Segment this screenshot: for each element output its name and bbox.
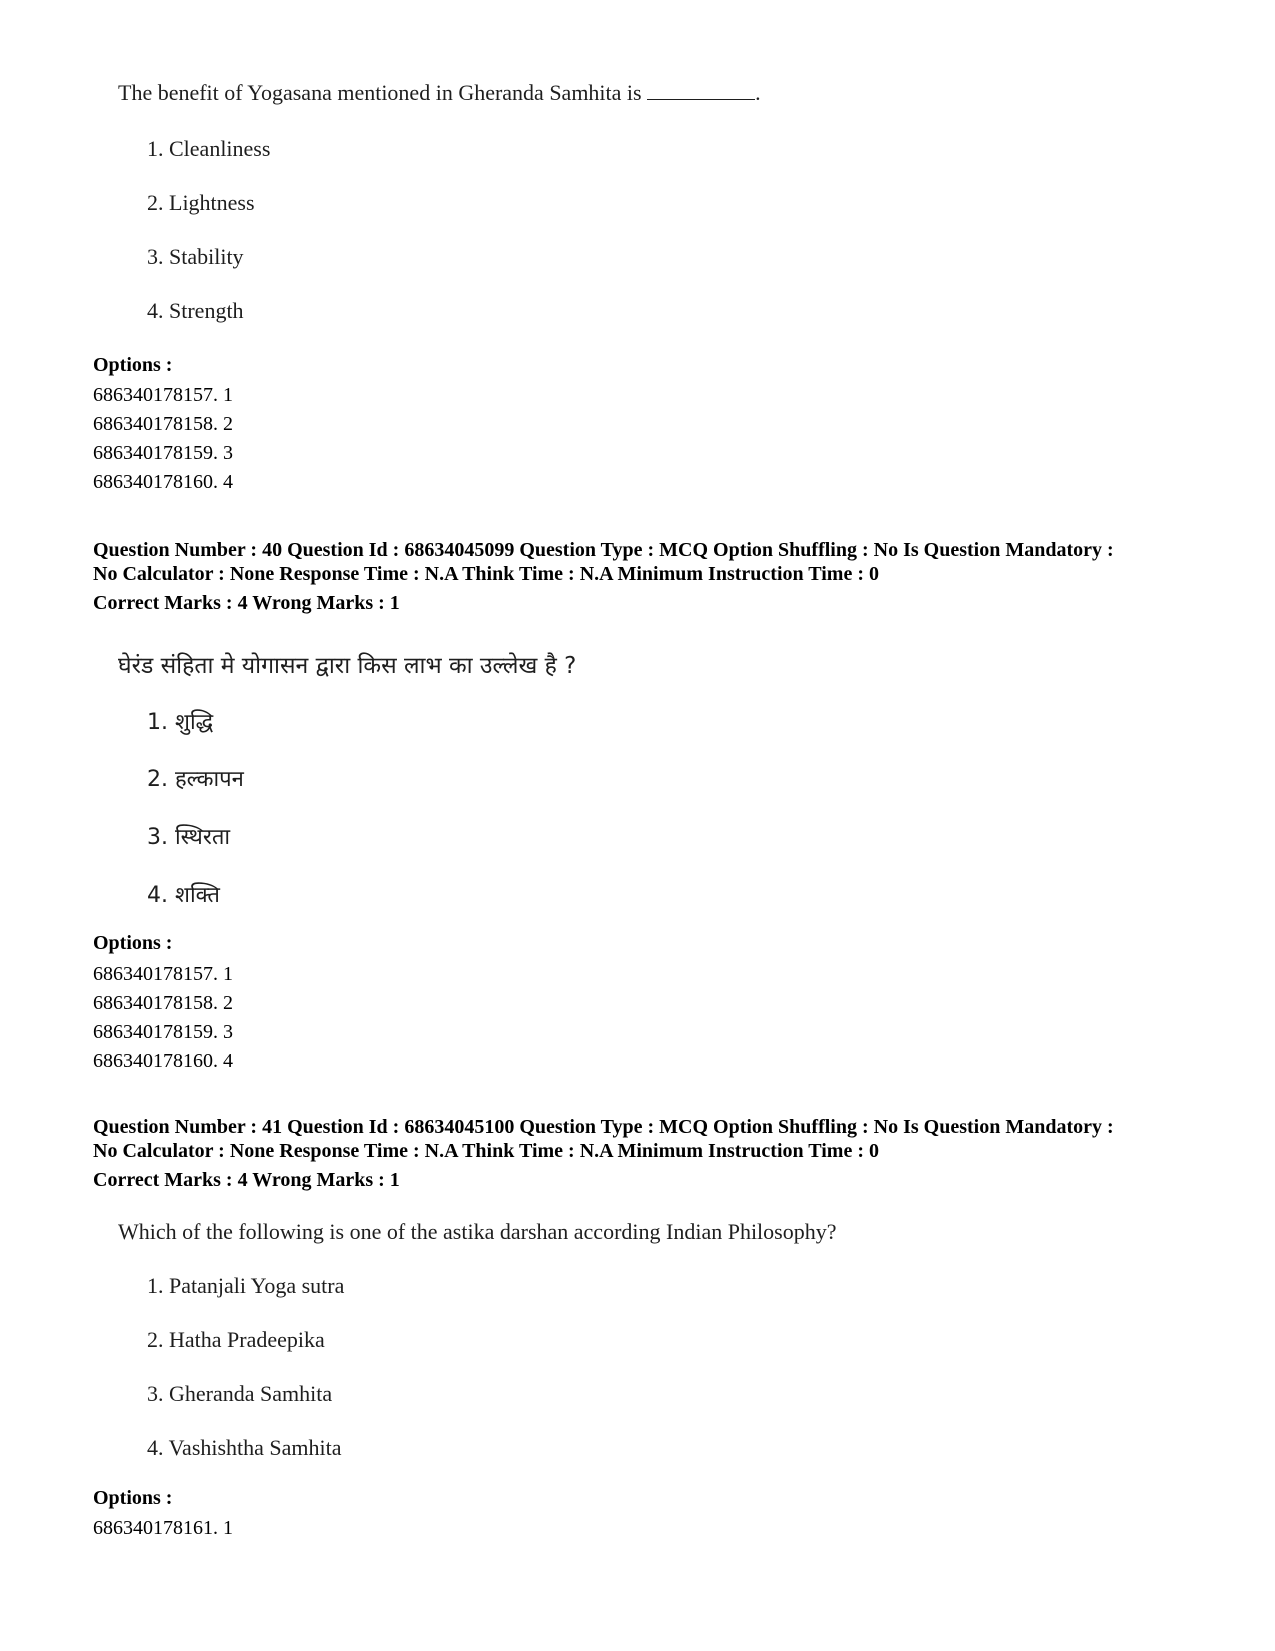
question-41-choice-2: 2. Hatha Pradeepika [147, 1327, 325, 1352]
question-39-choice-1: 1. Cleanliness [147, 136, 271, 161]
question-39-option-2: 686340178158. 2 [93, 413, 233, 435]
question-41-meta-line-2: No Calculator : None Response Time : N.A Think Time : N.A Minimum Instruction Time : 0 [93, 1140, 879, 1162]
question-39-choice-3: 3. Stability [147, 244, 244, 269]
question-39-option-3: 686340178159. 3 [93, 442, 233, 464]
question-41-choice-1: 1. Patanjali Yoga sutra [147, 1273, 345, 1298]
question-40-option-2: 686340178158. 2 [93, 992, 233, 1014]
question-39-text [118, 80, 761, 106]
question-39-end: . [755, 80, 761, 105]
question-39-choice-4: 4. Strength [147, 298, 244, 323]
question-40-option-1: 686340178157. 1 [93, 963, 233, 985]
question-39-choice-2: 2. Lightness [147, 190, 255, 215]
question-41-choice-3: 3. Gheranda Samhita [147, 1381, 333, 1406]
question-39-options-label: Options : [93, 354, 173, 376]
question-39-option-4: 686340178160. 4 [93, 471, 233, 493]
question-41-options-label: Options : [93, 1487, 173, 1509]
question-41-choice-4: 4. Vashishtha Samhita [147, 1435, 342, 1460]
question-40-option-3: 686340178159. 3 [93, 1021, 233, 1043]
question-40-marks: Correct Marks : 4 Wrong Marks : 1 [93, 592, 400, 614]
question-40-text: घेरंड संहिता मे योगासन द्वारा किस लाभ का उल्लेख है ? [118, 653, 577, 679]
question-40-option-4: 686340178160. 4 [93, 1050, 233, 1072]
question-40-choice-4: 4. शक्ति [147, 883, 220, 908]
question-41-option-1: 686340178161. 1 [93, 1517, 233, 1539]
question-40-options-label: Options : [93, 932, 173, 954]
question-40-choice-3: 3. स्थिरता [147, 825, 231, 850]
answer-blank [647, 81, 755, 100]
question-41-meta-line-1: Question Number : 41 Question Id : 68634045100 Question Type : MCQ Option Shuffling : No Is Question Mandatory : [93, 1116, 1114, 1138]
question-41-marks: Correct Marks : 4 Wrong Marks : 1 [93, 1169, 400, 1191]
question-39-stem: The benefit of Yogasana mentioned in Gheranda Samhita is [118, 80, 642, 105]
question-40-choice-2: 2. हल्कापन [147, 767, 244, 792]
question-40-meta-line-2: No Calculator : None Response Time : N.A Think Time : N.A Minimum Instruction Time : 0 [93, 563, 879, 585]
question-40-meta-line-1: Question Number : 40 Question Id : 68634045099 Question Type : MCQ Option Shuffling : No Is Question Mandatory : [93, 539, 1114, 561]
question-41-text: Which of the following is one of the astika darshan according Indian Philosophy? [118, 1219, 837, 1244]
question-40-choice-1: 1. शुद्धि [147, 710, 214, 735]
question-39-option-1: 686340178157. 1 [93, 384, 233, 406]
